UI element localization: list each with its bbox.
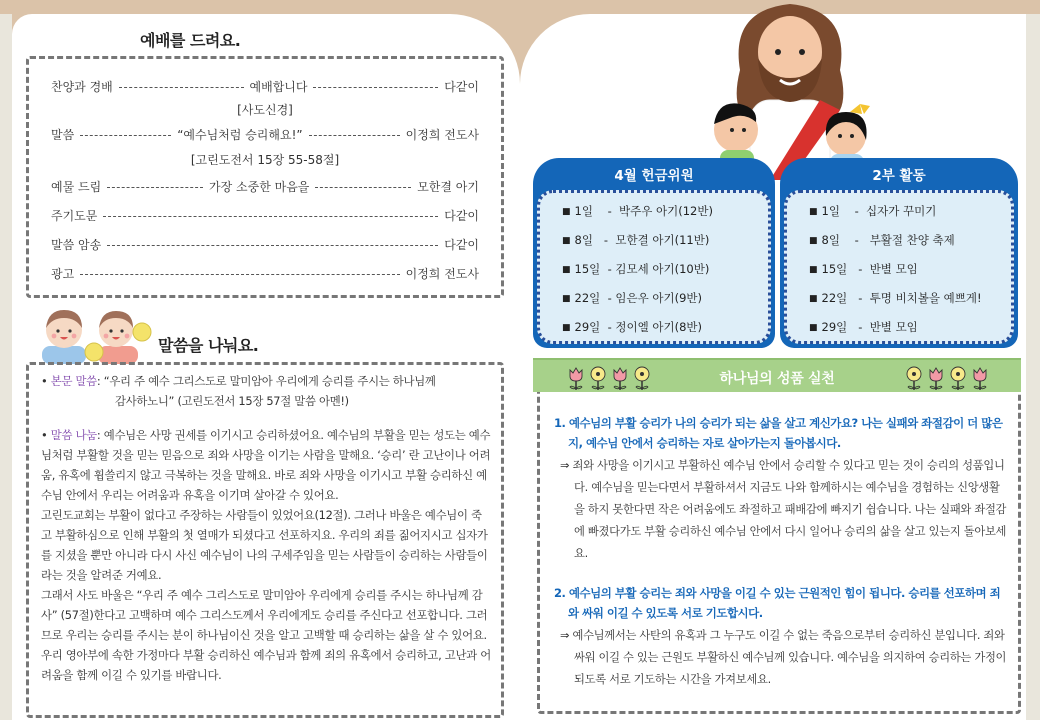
answer-2: ⇒ 예수님께서는 사탄의 유혹과 그 누구도 이길 수 없는 죽음으로부터 승리하신 분입니다. 죄와 싸워 이길 수 있는 근원도 부활하신 예수님께 있습니다. 예수님을 의지하여 승리하는 가정이 되도록 서로 기도하는 시간을 가져보세요.	[560, 629, 1007, 686]
activity-item: ■ 29일 - 반별 모임	[809, 320, 918, 334]
offering-item: ■ 15일 - 김모세 아기(10반)	[562, 262, 710, 276]
worship-row: 예물 드림 가장 소중한 마음을 모한결 아기	[51, 179, 479, 194]
offering-item: ■ 8일 - 모한결 아기(11반)	[562, 233, 710, 247]
offering-item: ■ 29일 - 정이엘 아기(8반)	[562, 320, 702, 334]
worship-row: 광고 이정희 전도사	[51, 266, 479, 281]
activity-item: ■ 8일 - 부활절 찬양 축제	[809, 233, 955, 247]
tulip-icon	[927, 366, 945, 392]
activity-item: ■ 1일 - 십자가 꾸미기	[809, 204, 937, 218]
sharing-block: • 말씀 나눔: 예수님은 사망 권세를 이기시고 승리하셨어요. 예수님의 부활을 믿는 성도는 예수님처럼 부활할 것을 믿는 믿음으로 죄와 사망을 이기는 사람을 말해요. ‘승리’ 란 고난이나 어려움, 유혹에 휩쓸리지 않고 극복하는 것을 말해요. 바로 죄와 사망을 이기시고 부활 승리하신 예수님 안에서 우리는 어려움과 유혹을 이기며 살아갈 수 있어요. 고린도교회는 부활이 없다고 주장하는 사람들이 있었어요(12절). 그러나 바울은 예수님이 죽고 부활하심으로 인해 부활의 첫 열매가 되셨다고 선포하지요. 우리의 죄를 짊어지시고 십자가를 지셨을 뿐만 아니라 다시 사신 예수님이 나의 구세주임을 믿는 사람들이 승리하는 사람들이라는 것을 알려준 거예요. 그래서 사도 바울은 “우리 주 예수 그리스도로 말미암아 우리에게 승리를 주시는 하나님께 감사” (57절)한다고 고백하며 예수 그리스도께서 우리에게도 승리를 주신다고 선포합니다. 그러므로 우리는 승리를 주시는 분이 하나님이신 것을 알고 고백할 때 승리하는 삶을 살 수 있어요. 우리 영아부에 속한 가정마다 부활 승리하신 예수님과 함께 죄의 유혹에서 승리하고, 고난과 어려움을 함께 이길 수 있기를 바랍니다.	[41, 428, 491, 682]
worship-row: 주기도문 다같이	[51, 208, 479, 223]
scripture-label: 본문 말씀	[50, 374, 97, 388]
activity-item: ■ 22일 - 투명 비치볼을 예쁘게!	[809, 291, 982, 305]
activity-item: ■ 15일 - 반별 모임	[809, 262, 918, 276]
scripture-block: • 본문 말씀: “우리 주 예수 그리스도로 말미암아 우리에게 승리를 주시는 하나님께 감사하노니” (고린도전서 15장 57절 말씀 아멘!)	[41, 374, 436, 408]
offering-item: ■ 22일 - 임은우 아기(9반)	[562, 291, 702, 305]
daisy-icon	[949, 366, 967, 392]
question-1: 1. 예수님의 부활 승리가 나의 승리가 되는 삶을 살고 계신가요? 나는 실패와 좌절감이 더 많은지, 예수님 안에서 승리하는 자로 살아가는지 돌아봅시다.	[554, 416, 1003, 450]
character-practice-title: 하나님의 성품 실천	[719, 371, 835, 387]
cheering-kids-illustration	[36, 306, 154, 364]
character-practice-banner	[533, 358, 1021, 392]
answer-1: ⇒ 죄와 사망을 이기시고 부활하신 예수님 안에서 승리할 수 있다고 믿는 것이 승리의 성품입니다. 예수님을 믿는다면서 부활하셔서 지금도 나와 함께하시는 예수님을 경험하는 신앙생활을 하지 못한다면 작은 어려움에도 좌절하고 패배감에 빠지기 쉽습니다. 나는 실패와 좌절감에 빠졌다가도 부활 승리하신 예수님 안에서 다시 일어나 승리의 삶을 살고 있는지 돌아보세요.	[560, 459, 1007, 560]
offering-title: 4월 헌금위원	[614, 168, 694, 184]
daisy-icon	[905, 366, 923, 392]
sharing-box	[26, 362, 504, 718]
character-practice-box	[537, 376, 1021, 714]
worship-row: 찬양과 경배 예배합니다 다같이	[51, 79, 479, 94]
worship-title: 예배를 드려요.	[140, 31, 241, 50]
worship-row: 말씀 암송 다같이	[51, 237, 479, 252]
jesus-with-children-illustration	[700, 0, 880, 180]
activity-card	[780, 158, 1018, 348]
flowers-right	[905, 366, 989, 392]
tulip-icon	[971, 366, 989, 392]
page-edge-left	[0, 14, 12, 720]
page-edge-right	[1026, 14, 1040, 720]
worship-sub: [고린도전서 15장 55-58절]	[190, 153, 340, 167]
offering-item: ■ 1일 - 박주우 아기(12반)	[562, 204, 713, 218]
sharing-label: 말씀 나눔	[50, 428, 97, 442]
worship-order-box	[26, 56, 504, 298]
sharing-title: 말씀을 나눠요.	[158, 336, 259, 355]
worship-row: 말씀 “예수님처럼 승리해요!” 이정희 전도사	[51, 127, 480, 142]
worship-sub: [사도신경]	[237, 103, 293, 117]
activity-title: 2부 활동	[872, 168, 926, 184]
offering-committee-card	[533, 158, 775, 348]
question-2: 2. 예수님의 부활 승리는 죄와 사망을 이길 수 있는 근원적인 힘이 됩니다. 승리를 선포하며 죄와 싸워 이길 수 있도록 서로 기도합시다.	[554, 586, 1001, 620]
